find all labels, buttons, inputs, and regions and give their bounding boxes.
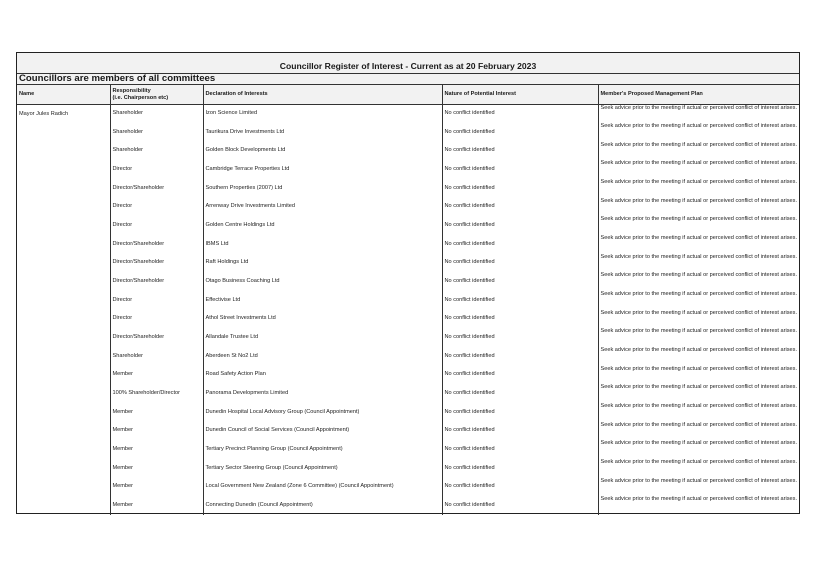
declaration-cell: Golden Centre Holdings Ltd [203,216,442,235]
declaration-cell: Otago Business Coaching Ltd [203,272,442,291]
plan-cell: Seek advice prior to the meeting if actual or perceived conflict of interest arises. [600,384,797,391]
table-row [17,291,799,310]
plan-cell: Seek advice prior to the meeting if actual or perceived conflict of interest arises. [600,272,797,279]
plan-cell: Seek advice prior to the meeting if actual or perceived conflict of interest arises. [600,347,797,354]
responsibility-cell: Shareholder [110,142,203,161]
plan-cell: Seek advice prior to the meeting if actual or perceived conflict of interest arises. [600,458,797,465]
table-row [17,254,799,273]
responsibility-cell: Director/Shareholder [110,179,203,198]
declaration-cell: Tertiary Sector Steering Group (Council Appointment) [203,459,442,478]
nature-cell: No conflict identified [442,496,598,515]
column-header-plan: Member's Proposed Management Plan [598,85,799,105]
nature-cell: No conflict identified [442,422,598,441]
responsibility-cell: Director [110,310,203,329]
nature-cell: No conflict identified [442,347,598,366]
document-title: Councillor Register of Interest - Current as at 20 February 2023 [17,53,799,74]
table-row [17,179,799,198]
responsibility-cell: Director [110,198,203,217]
plan-cell: Seek advice prior to the meeting if actual or perceived conflict of interest arises. [600,253,797,260]
responsibility-cell: Shareholder [110,123,203,142]
responsibility-cell: Director [110,160,203,179]
plan-cell: Seek advice prior to the meeting if actual or perceived conflict of interest arises. [600,160,797,167]
plan-cell: Seek advice prior to the meeting if actual or perceived conflict of interest arises. [600,123,797,130]
declaration-cell: Raft Holdings Ltd [203,254,442,273]
nature-cell: No conflict identified [442,123,598,142]
responsibility-cell: Member [110,459,203,478]
responsibility-cell: Member [110,478,203,497]
declaration-cell: Golden Block Developments Ltd [203,142,442,161]
nature-cell: No conflict identified [442,179,598,198]
responsibility-cell: Director [110,216,203,235]
declaration-cell: Aberdeen St No2 Ltd [203,347,442,366]
table-row [17,123,799,142]
table-row [17,403,799,422]
document-subtitle: Councillors are members of all committees [17,74,799,85]
plan-cell: Seek advice prior to the meeting if actual or perceived conflict of interest arises. [600,179,797,186]
nature-cell: No conflict identified [442,440,598,459]
responsibility-cell: Director/Shareholder [110,272,203,291]
responsibility-cell: Shareholder [110,347,203,366]
table-row [17,459,799,478]
column-header-responsibility-line1: Responsibility [112,87,151,94]
plan-cell: Seek advice prior to the meeting if actual or perceived conflict of interest arises. [600,216,797,223]
header-row [17,85,799,105]
nature-cell: No conflict identified [442,216,598,235]
declaration-cell: Connecting Dunedin (Council Appointment) [203,496,442,515]
table-row [17,160,799,179]
nature-cell: No conflict identified [442,478,598,497]
responsibility-cell: Member [110,366,203,385]
responsibility-cell: Member [110,440,203,459]
table-row [17,272,799,291]
declaration-cell: Southern Properties (2007) Ltd [203,179,442,198]
responsibility-cell: Member [110,496,203,515]
table-row [17,198,799,217]
table-row [17,142,799,161]
nature-cell: No conflict identified [442,328,598,347]
nature-cell: No conflict identified [442,198,598,217]
table-row [17,310,799,329]
column-header-nature: Nature of Potential Interest [442,85,598,105]
nature-cell: No conflict identified [442,384,598,403]
declaration-cell: Arrenway Drive Investments Limited [203,198,442,217]
declaration-cell: Dunedin Hospital Local Advisory Group (Council Appointment) [203,403,442,422]
table-row [17,384,799,403]
column-header-declaration: Declaration of Interests [203,85,442,105]
table-row [17,328,799,347]
table-row [17,235,799,254]
table-row [17,216,799,235]
register-table [17,85,799,515]
declaration-cell: Road Safety Action Plan [203,366,442,385]
plan-cell: Seek advice prior to the meeting if actual or perceived conflict of interest arises. [600,328,797,335]
member-name-cell: Mayor Jules Radich [17,105,110,515]
declaration-cell: Athol Street Investments Ltd [203,310,442,329]
table-row [17,478,799,497]
declaration-cell: Cambridge Terrace Properties Ltd [203,160,442,179]
plan-cell: Seek advice prior to the meeting if actual or perceived conflict of interest arises. [600,477,797,484]
plan-cell: Seek advice prior to the meeting if actual or perceived conflict of interest arises. [600,291,797,298]
declaration-cell: Local Government New Zealand (Zone 6 Committee) (Council Appointment) [203,478,442,497]
plan-cell: Seek advice prior to the meeting if actual or perceived conflict of interest arises. [600,235,797,242]
nature-cell: No conflict identified [442,291,598,310]
responsibility-cell: Director/Shareholder [110,328,203,347]
nature-cell: No conflict identified [442,459,598,478]
responsibility-cell: Member [110,403,203,422]
column-header-name: Name [17,85,110,105]
declaration-cell: Izon Science Limited [203,105,442,124]
responsibility-cell: Director [110,291,203,310]
column-header-responsibility [110,85,203,105]
plan-cell: Seek advice prior to the meeting if actual or perceived conflict of interest arises. [600,440,797,447]
table-row [17,366,799,385]
responsibility-cell: Director/Shareholder [110,235,203,254]
table-body [17,105,799,515]
plan-cell: Seek advice prior to the meeting if actual or perceived conflict of interest arises. [600,421,797,428]
declaration-cell: Allandale Trustee Ltd [203,328,442,347]
nature-cell: No conflict identified [442,235,598,254]
register-sheet [16,52,800,514]
responsibility-cell: 100% Shareholder/Director [110,384,203,403]
nature-cell: No conflict identified [442,403,598,422]
declaration-cell: IBMS Ltd [203,235,442,254]
declaration-cell: Effectivise Ltd [203,291,442,310]
plan-cell: Seek advice prior to the meeting if actual or perceived conflict of interest arises. [600,496,797,503]
table-row [17,496,799,515]
plan-cell: Seek advice prior to the meeting if actual or perceived conflict of interest arises. [600,309,797,316]
nature-cell: No conflict identified [442,310,598,329]
nature-cell: No conflict identified [442,272,598,291]
nature-cell: No conflict identified [442,105,598,124]
plan-cell: Seek advice prior to the meeting if actual or perceived conflict of interest arises. [600,105,797,111]
responsibility-cell: Director/Shareholder [110,254,203,273]
responsibility-cell: Member [110,422,203,441]
table-row [17,105,799,124]
plan-cell: Seek advice prior to the meeting if actual or perceived conflict of interest arises. [600,197,797,204]
plan-cell: Seek advice prior to the meeting if actual or perceived conflict of interest arises. [600,365,797,372]
declaration-cell: Taurikura Drive Investments Ltd [203,123,442,142]
column-header-responsibility-line2: (i.e. Chairperson etc) [112,94,169,101]
table-row [17,422,799,441]
nature-cell: No conflict identified [442,366,598,385]
declaration-cell: Panorama Developments Limited [203,384,442,403]
nature-cell: No conflict identified [442,160,598,179]
table-row [17,347,799,366]
declaration-cell: Tertiary Precinct Planning Group (Council Appointment) [203,440,442,459]
plan-cell: Seek advice prior to the meeting if actual or perceived conflict of interest arises. [600,403,797,409]
responsibility-cell: Shareholder [110,105,203,124]
plan-cell: Seek advice prior to the meeting if actual or perceived conflict of interest arises. [600,141,797,148]
table-row [17,440,799,459]
declaration-cell: Dunedin Council of Social Services (Council Appointment) [203,422,442,441]
nature-cell: No conflict identified [442,254,598,273]
nature-cell: No conflict identified [442,142,598,161]
